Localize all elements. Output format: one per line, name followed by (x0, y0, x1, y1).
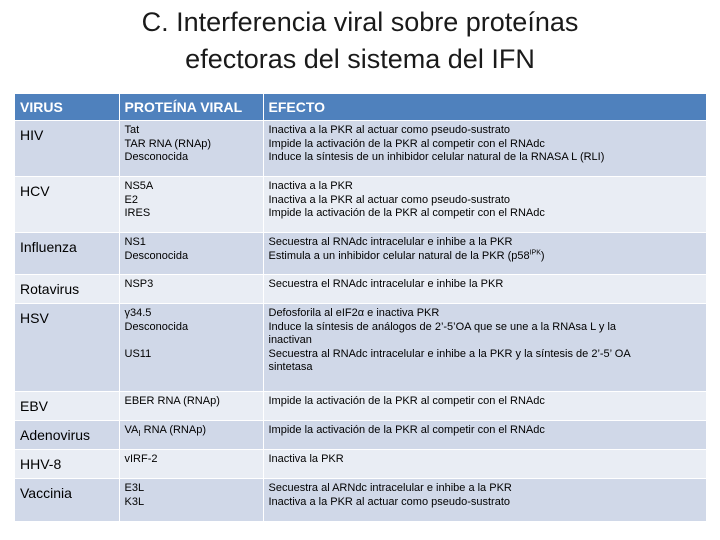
effect-line: Inactiva a la PKR (268, 180, 353, 192)
table-row (15, 233, 706, 275)
virus-cell: Vaccinia (15, 479, 119, 521)
virus-cell: Rotavirus (15, 275, 119, 304)
protein-cell (119, 304, 263, 392)
protein-line: Desconocida (124, 151, 189, 163)
effect-line: Defosforila al eIF2α e inactiva PKR (268, 307, 440, 319)
effect-cell (263, 233, 706, 275)
title-line-2: efectoras del sistema del IFN (185, 44, 535, 74)
virus-cell: Influenza (15, 233, 119, 275)
effect-cell (263, 177, 706, 233)
effect-line: inactivan (268, 334, 312, 346)
header-row (15, 94, 706, 121)
protein-cell (119, 421, 263, 450)
effect-line: Inactiva la PKR (268, 453, 344, 465)
effect-line: Induce la síntesis de un inhibidor celular natural de la RNASA L (RLI) (268, 151, 605, 163)
effect-line: Impide la activación de la PKR al competir con el RNAdc (268, 424, 545, 436)
protein-line: IRES (124, 207, 151, 219)
protein-line: E2 (124, 193, 138, 206)
protein-line: Desconocida (124, 249, 189, 262)
effect-line: Inactiva a la PKR al actuar como pseudo-sustrato (268, 495, 511, 508)
table-row (15, 304, 706, 392)
table-row (15, 177, 706, 233)
protein-line (125, 424, 258, 438)
virus-cell: Adenovirus (15, 421, 119, 450)
effect-cell (263, 479, 706, 521)
effect-line: Inactiva a la PKR al actuar como pseudo-sustrato (268, 124, 511, 136)
effect-superscript: IPK (529, 248, 541, 256)
effect-line: Inactiva a la PKR al actuar como pseudo-sustrato (268, 193, 511, 206)
protein-line: γ34.5 (124, 307, 152, 319)
table-row (15, 121, 706, 177)
protein-line: E3L (124, 482, 145, 494)
table-row (15, 275, 706, 304)
table-row (15, 421, 706, 450)
virus-cell: HSV (15, 304, 119, 392)
effect-cell (263, 392, 706, 421)
protein-cell (119, 121, 263, 177)
slide-title (0, 4, 720, 78)
effect-line: sintetasa (268, 361, 313, 373)
table-row (15, 450, 706, 479)
effect-cell (263, 275, 706, 304)
interference-table (15, 94, 706, 521)
virus-cell: EBV (15, 392, 119, 421)
effect-cell (263, 450, 706, 479)
protein-line: NS5A (124, 180, 154, 192)
protein-text-end: RNA (RNAp) (140, 424, 206, 436)
effect-line: Secuestra el RNAdc intracelular e inhibe la PKR (268, 278, 504, 290)
protein-subscript: I (138, 429, 141, 439)
effect-line: Impide la activación de la PKR al competir con el RNAdc (268, 137, 545, 150)
protein-cell (119, 177, 263, 233)
protein-cell (119, 479, 263, 521)
protein-line: EBER RNA (RNAp) (124, 395, 220, 407)
protein-line: NS1 (124, 236, 146, 248)
protein-line: NSP3 (124, 278, 154, 290)
effect-cell (263, 421, 706, 450)
header-virus: VIRUS (15, 94, 119, 121)
protein-line: US11 (124, 347, 152, 360)
protein-line: Desconocida (124, 320, 189, 333)
effect-cell (263, 304, 706, 392)
header-protein: PROTEÍNA VIRAL (119, 94, 263, 121)
protein-cell (119, 275, 263, 304)
effect-text: Estimula a un inhibidor celular natural de la PKR (p58 (268, 249, 530, 262)
protein-cell (119, 392, 263, 421)
effect-line: Impide la activación de la PKR al competir con el RNAdc (268, 207, 545, 219)
virus-cell: HCV (15, 177, 119, 233)
effect-text-end: ) (540, 249, 545, 262)
header-effect: EFECTO (263, 94, 706, 121)
protein-cell (119, 233, 263, 275)
spacer (125, 334, 258, 348)
protein-line: K3L (124, 495, 145, 508)
protein-cell (119, 450, 263, 479)
effect-line: Induce la síntesis de análogos de 2’-5’OA que se une a la RNAsa L y la (268, 320, 617, 333)
virus-cell: HIV (15, 121, 119, 177)
effect-line: Secuestra al RNAdc intracelular e inhibe a la PKR (268, 236, 513, 248)
protein-line: vIRF-2 (124, 453, 158, 465)
effect-line: Secuestra al RNAdc intracelular e inhibe a la PKR y la síntesis de 2’-5’ OA (268, 347, 631, 360)
table-row (15, 479, 706, 521)
protein-line: TAR RNA (RNAp) (124, 137, 212, 150)
title-line-1: C. Interferencia viral sobre proteínas (141, 7, 579, 37)
effect-cell (263, 121, 706, 177)
effect-line: Secuestra al ARNdc intracelular e inhibe a la PKR (268, 482, 512, 494)
table-row (15, 392, 706, 421)
protein-text: VA (124, 424, 139, 436)
effect-line: Impide la activación de la PKR al competir con el RNAdc (268, 395, 545, 407)
effect-line (269, 250, 702, 264)
virus-cell: HHV-8 (15, 450, 119, 479)
protein-line: Tat (124, 124, 140, 136)
